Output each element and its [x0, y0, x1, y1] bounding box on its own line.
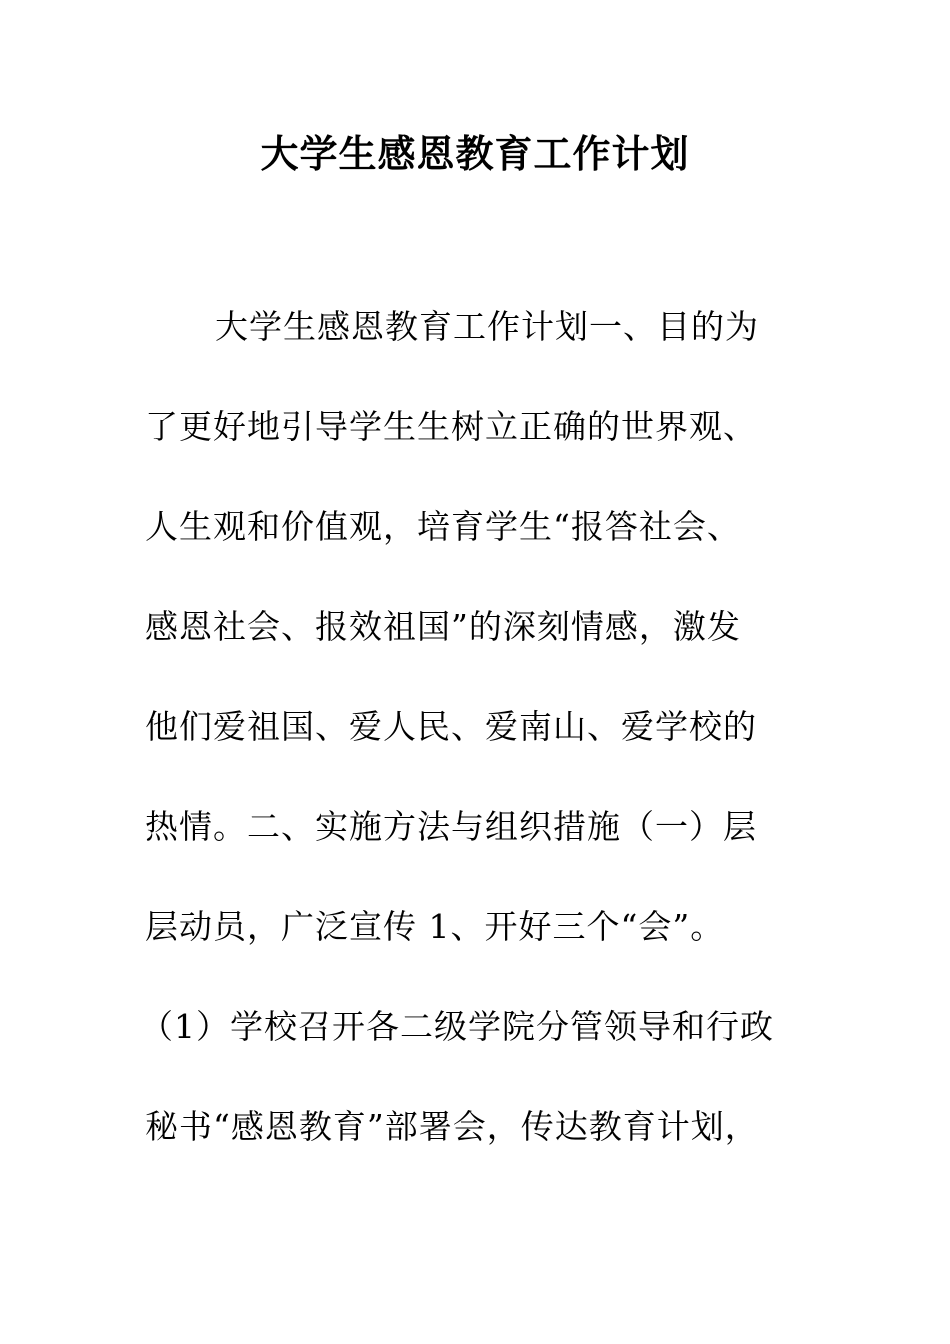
paragraph-line: 感恩社会、报效祖国”的深刻情感，激发: [145, 607, 741, 646]
paragraph-line: （1）学校召开各二级学院分管领导和行政: [140, 1007, 774, 1046]
paragraph-line: 热情。二、实施方法与组织措施（一）层: [145, 807, 757, 846]
paragraph-line: 秘书“感恩教育”部署会，传达教育计划，: [145, 1107, 759, 1146]
document-title: 大学生感恩教育工作计划: [260, 132, 690, 176]
paragraph-line: 大学生感恩教育工作计划一、目的为: [215, 307, 759, 346]
paragraph-line: 他们爱祖国、爱人民、爱南山、爱学校的: [145, 707, 757, 746]
paragraph-line: 人生观和价值观，培育学生“报答社会、: [145, 507, 741, 546]
paragraph-line: 了更好地引导学生生树立正确的世界观、: [145, 407, 757, 446]
paragraph-line: 层动员，广泛宣传 1、开好三个“会”。: [145, 907, 725, 946]
